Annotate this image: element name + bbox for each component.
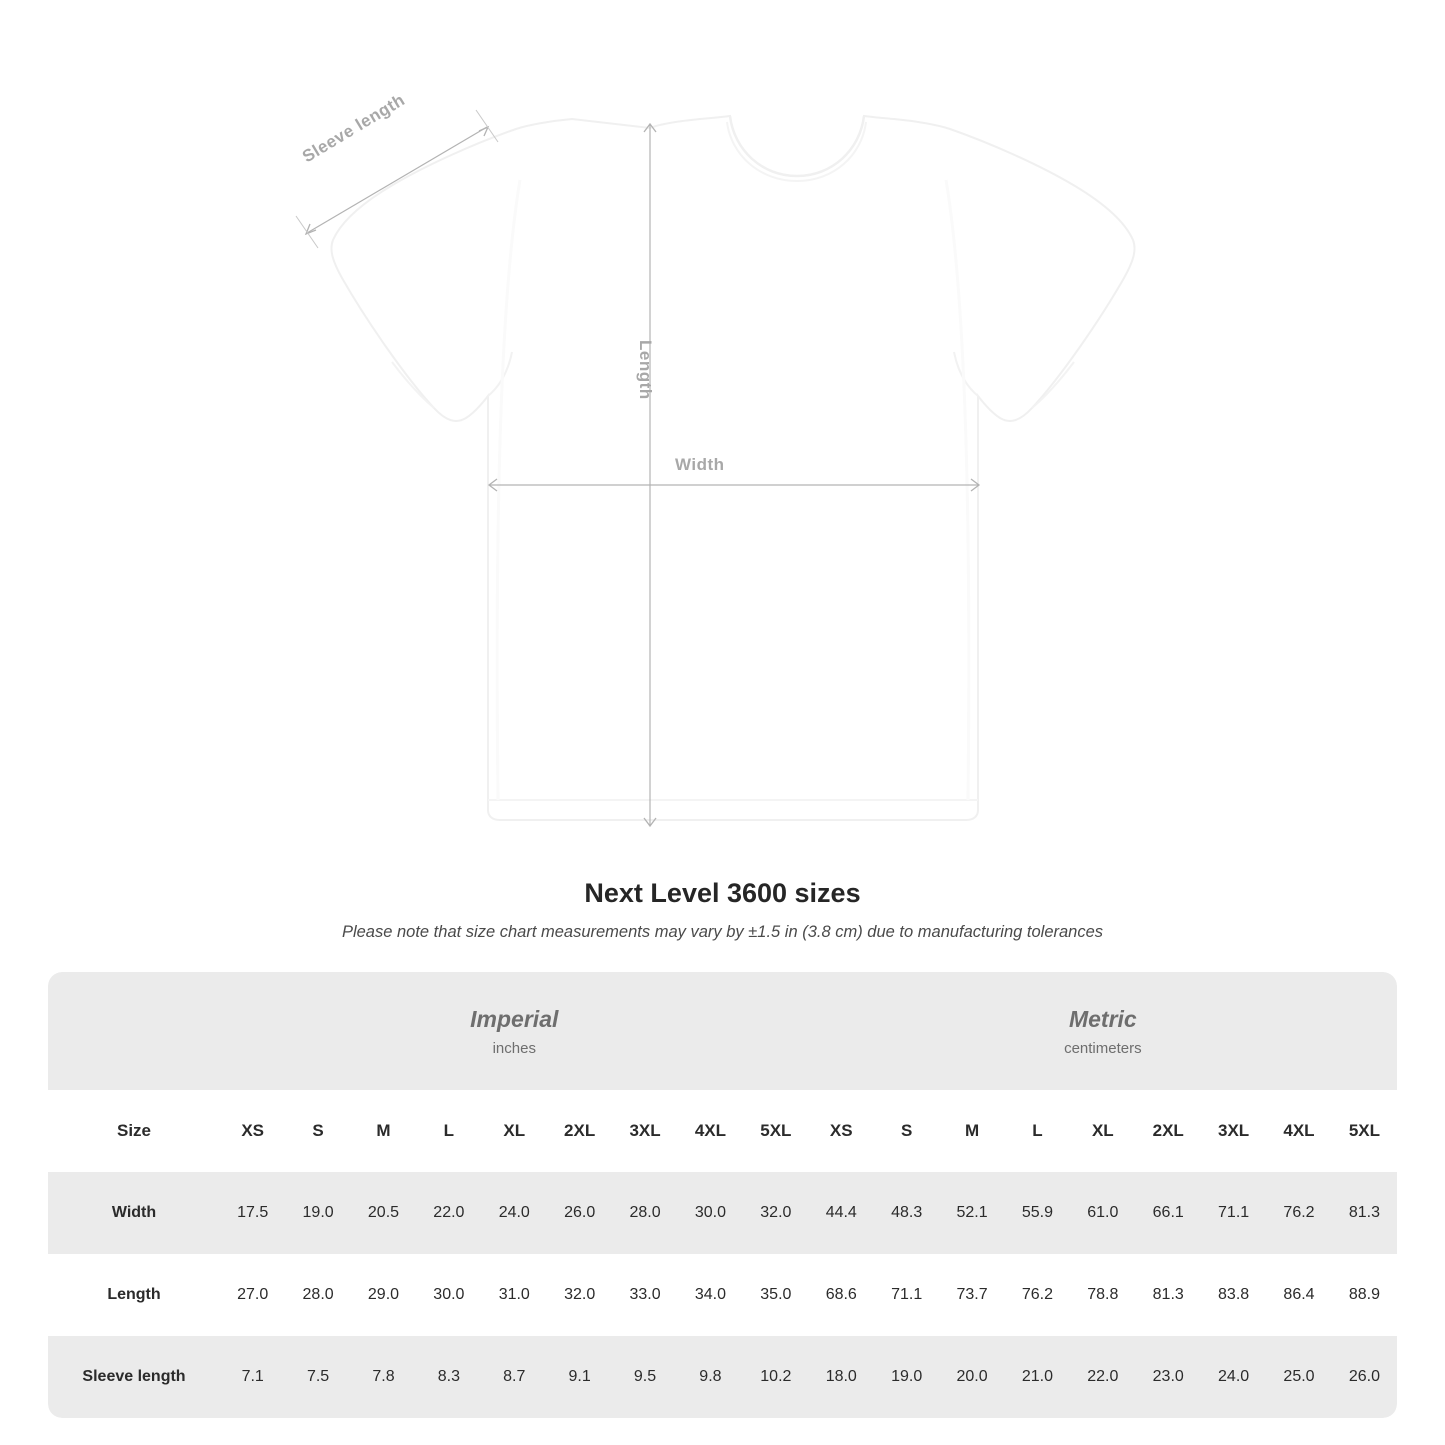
width-metric-3xl: 71.1 bbox=[1201, 1172, 1266, 1254]
width-imperial-s: 19.0 bbox=[285, 1172, 350, 1254]
length-imperial-xs: 27.0 bbox=[220, 1254, 285, 1336]
width-imperial-l: 22.0 bbox=[416, 1172, 481, 1254]
sleeve-metric-5xl: 26.0 bbox=[1332, 1336, 1397, 1418]
unit-header-row bbox=[48, 972, 1397, 1090]
width-imperial-4xl: 30.0 bbox=[678, 1172, 743, 1254]
length-metric-4xl: 86.4 bbox=[1266, 1254, 1331, 1336]
size-table-wrapper bbox=[48, 972, 1397, 1418]
size-header-metric-3xl: 3XL bbox=[1201, 1090, 1266, 1172]
sleeve-metric-3xl: 24.0 bbox=[1201, 1336, 1266, 1418]
row-label-width: Width bbox=[48, 1172, 220, 1254]
width-imperial-m: 20.5 bbox=[351, 1172, 416, 1254]
title-block bbox=[0, 878, 1445, 942]
size-header-metric-xs: XS bbox=[809, 1090, 874, 1172]
width-metric-xs: 44.4 bbox=[809, 1172, 874, 1254]
unit-metric-cell bbox=[809, 972, 1397, 1090]
tolerance-note: Please note that size chart measurements may vary by ±1.5 in (3.8 cm) due to manufacturing tolerances bbox=[341, 923, 1104, 941]
length-metric-2xl: 81.3 bbox=[1136, 1254, 1201, 1336]
size-table bbox=[48, 972, 1397, 1418]
length-label: Length bbox=[636, 340, 655, 400]
width-metric-5xl: 81.3 bbox=[1332, 1172, 1397, 1254]
unit-metric-sub: centimeters bbox=[1064, 1039, 1142, 1057]
length-metric-s: 71.1 bbox=[874, 1254, 939, 1336]
sleeve-metric-4xl: 25.0 bbox=[1266, 1336, 1331, 1418]
size-header-imperial-l: L bbox=[416, 1090, 481, 1172]
width-imperial-xs: 17.5 bbox=[220, 1172, 285, 1254]
size-header-imperial-s: S bbox=[285, 1090, 350, 1172]
sleeve-imperial-xs: 7.1 bbox=[220, 1336, 285, 1418]
unit-metric-name: Metric bbox=[1068, 1006, 1137, 1033]
size-header-imperial-4xl: 4XL bbox=[678, 1090, 743, 1172]
length-metric-l: 76.2 bbox=[1005, 1254, 1070, 1336]
row-label-sleeve-length: Sleeve length bbox=[48, 1336, 220, 1418]
width-imperial-3xl: 28.0 bbox=[612, 1172, 677, 1254]
length-imperial-l: 30.0 bbox=[416, 1254, 481, 1336]
length-imperial-xl: 31.0 bbox=[482, 1254, 547, 1336]
size-header-metric-l: L bbox=[1005, 1090, 1070, 1172]
width-metric-s: 48.3 bbox=[874, 1172, 939, 1254]
size-header-metric-m: M bbox=[939, 1090, 1004, 1172]
sleeve-metric-2xl: 23.0 bbox=[1136, 1336, 1201, 1418]
size-header-imperial-3xl: 3XL bbox=[612, 1090, 677, 1172]
size-header-metric-xl: XL bbox=[1070, 1090, 1135, 1172]
sleeve-imperial-l: 8.3 bbox=[416, 1336, 481, 1418]
sleeve-imperial-s: 7.5 bbox=[285, 1336, 350, 1418]
length-imperial-2xl: 32.0 bbox=[547, 1254, 612, 1336]
unit-imperial-cell bbox=[220, 972, 809, 1090]
sleeve-metric-s: 19.0 bbox=[874, 1336, 939, 1418]
length-metric-xs: 68.6 bbox=[809, 1254, 874, 1336]
length-metric-5xl: 88.9 bbox=[1332, 1254, 1397, 1336]
table-row bbox=[48, 1336, 1397, 1418]
row-label-length: Length bbox=[48, 1254, 220, 1336]
width-metric-2xl: 66.1 bbox=[1136, 1172, 1201, 1254]
size-header-imperial-xs: XS bbox=[220, 1090, 285, 1172]
sleeve-imperial-3xl: 9.5 bbox=[612, 1336, 677, 1418]
width-imperial-2xl: 26.0 bbox=[547, 1172, 612, 1254]
width-metric-l: 55.9 bbox=[1005, 1172, 1070, 1254]
tshirt-shape bbox=[331, 116, 1134, 820]
width-imperial-5xl: 32.0 bbox=[743, 1172, 808, 1254]
size-header-imperial-xl: XL bbox=[482, 1090, 547, 1172]
unit-imperial-sub: inches bbox=[492, 1039, 536, 1057]
width-imperial-xl: 24.0 bbox=[482, 1172, 547, 1254]
size-header-metric-4xl: 4XL bbox=[1266, 1090, 1331, 1172]
length-metric-m: 73.7 bbox=[939, 1254, 1004, 1336]
sleeve-metric-m: 20.0 bbox=[939, 1336, 1004, 1418]
sleeve-imperial-xl: 8.7 bbox=[482, 1336, 547, 1418]
size-header-imperial-m: M bbox=[351, 1090, 416, 1172]
size-header-metric-2xl: 2XL bbox=[1136, 1090, 1201, 1172]
width-metric-4xl: 76.2 bbox=[1266, 1172, 1331, 1254]
sleeve-metric-l: 21.0 bbox=[1005, 1336, 1070, 1418]
sleeve-imperial-m: 7.8 bbox=[351, 1336, 416, 1418]
page-title: Next Level 3600 sizes bbox=[584, 878, 861, 908]
sleeve-length-label: Sleeve length bbox=[299, 90, 409, 167]
width-metric-xl: 61.0 bbox=[1070, 1172, 1135, 1254]
size-column-header: Size bbox=[48, 1090, 220, 1172]
size-header-imperial-5xl: 5XL bbox=[743, 1090, 808, 1172]
length-imperial-3xl: 33.0 bbox=[612, 1254, 677, 1336]
length-metric-xl: 78.8 bbox=[1070, 1254, 1135, 1336]
sleeve-imperial-2xl: 9.1 bbox=[547, 1336, 612, 1418]
width-metric-m: 52.1 bbox=[939, 1172, 1004, 1254]
table-row bbox=[48, 1172, 1397, 1254]
sleeve-imperial-4xl: 9.8 bbox=[678, 1336, 743, 1418]
table-row bbox=[48, 1254, 1397, 1336]
length-imperial-m: 29.0 bbox=[351, 1254, 416, 1336]
size-header-metric-5xl: 5XL bbox=[1332, 1090, 1397, 1172]
unit-imperial-name: Imperial bbox=[470, 1006, 559, 1033]
sleeve-imperial-5xl: 10.2 bbox=[743, 1336, 808, 1418]
length-imperial-4xl: 34.0 bbox=[678, 1254, 743, 1336]
sleeve-metric-xs: 18.0 bbox=[809, 1336, 874, 1418]
length-metric-3xl: 83.8 bbox=[1201, 1254, 1266, 1336]
width-label: Width bbox=[675, 455, 725, 474]
size-header-imperial-2xl: 2XL bbox=[547, 1090, 612, 1172]
length-imperial-5xl: 35.0 bbox=[743, 1254, 808, 1336]
unit-corner-cell bbox=[48, 972, 220, 1090]
length-imperial-s: 28.0 bbox=[285, 1254, 350, 1336]
size-header-row bbox=[48, 1090, 1397, 1172]
size-header-metric-s: S bbox=[874, 1090, 939, 1172]
sleeve-metric-xl: 22.0 bbox=[1070, 1336, 1135, 1418]
